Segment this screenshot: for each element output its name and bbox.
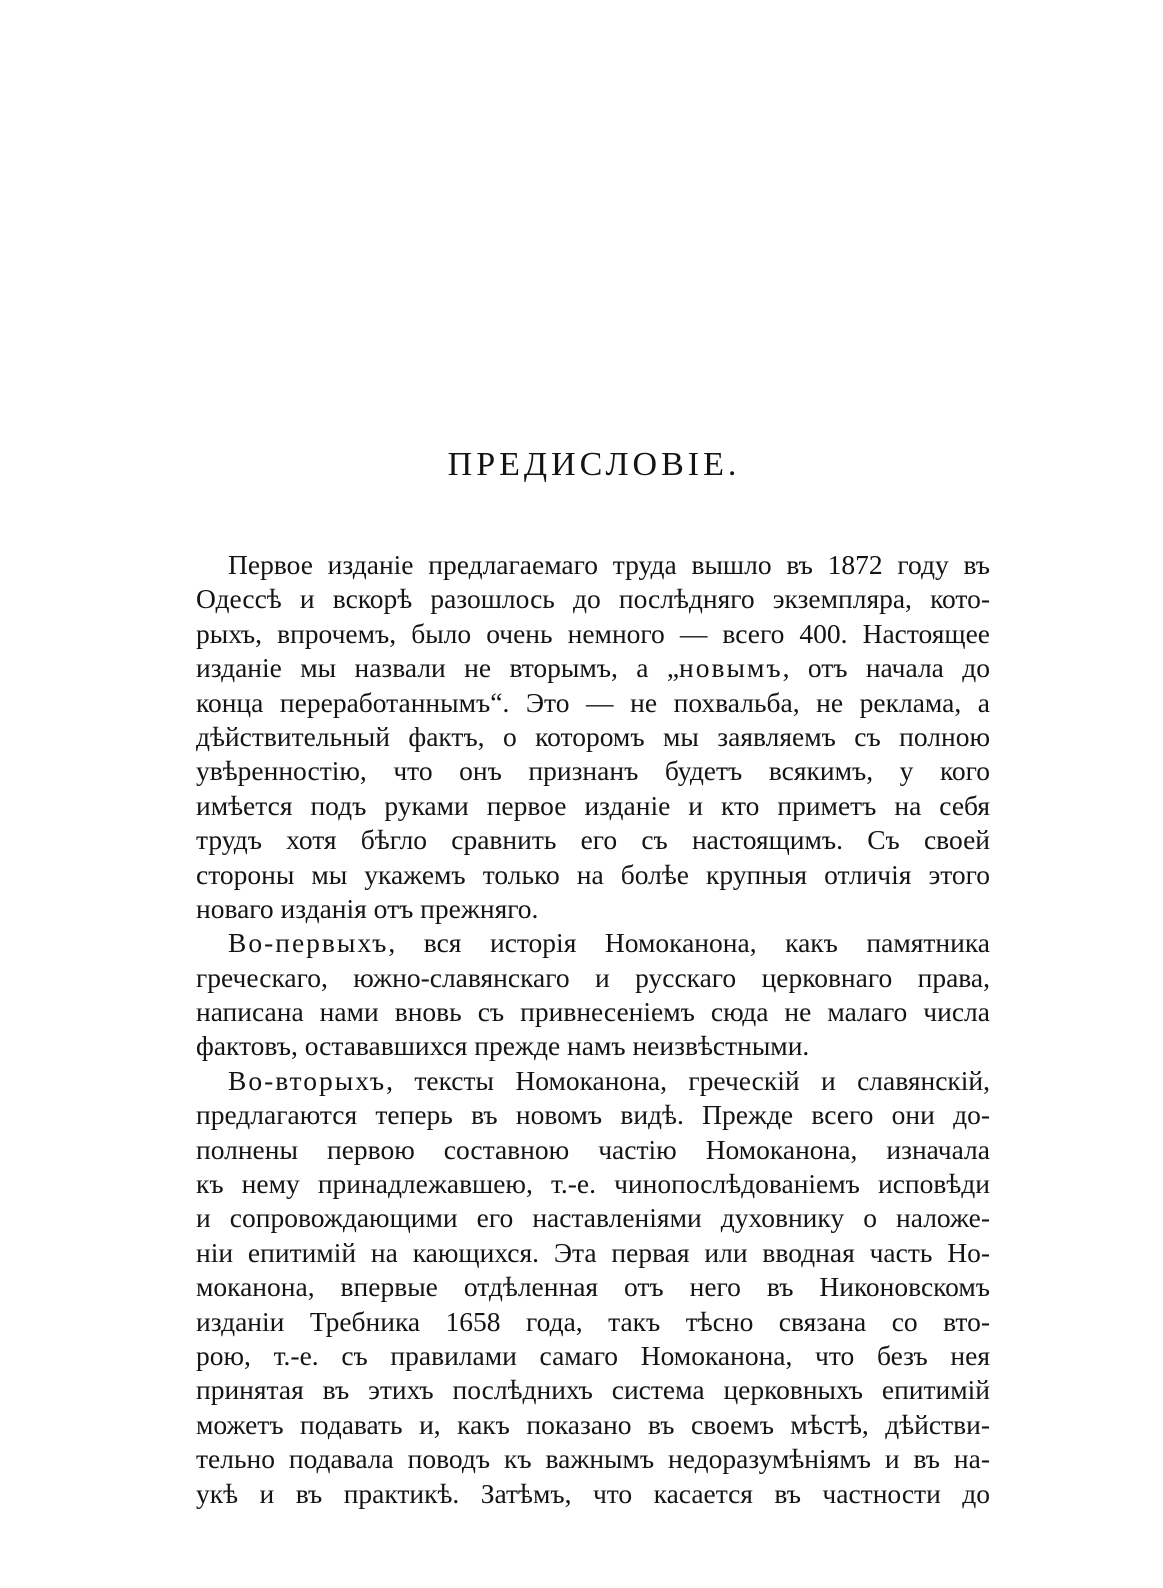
text-line: къ нему принадлежавшею, т.-е. чинопослѣдованіемъ исповѣди	[196, 1168, 990, 1200]
text-line: полнены первою составною частію Номоканона, изначала	[196, 1133, 990, 1165]
text-line-start: изданіе мы назвали не вторымъ, а „	[196, 652, 680, 684]
text-line: греческаго, южно-славянскаго и русскаго церковнаго права,	[196, 961, 990, 993]
emphasized-word: новымъ	[679, 652, 783, 684]
emphasized-word: Во-первыхъ	[228, 927, 389, 959]
text-line: имѣется подъ руками первое изданіе и кто приметъ на себя	[196, 789, 990, 821]
text-line: дѣйствительный фактъ, о которомъ мы заявляемъ съ полною	[196, 720, 990, 752]
paragraph-1	[196, 548, 990, 926]
text-line	[196, 1064, 990, 1098]
text-line: рою, т.-е. съ правилами самаго Номоканона, что безъ нея	[196, 1339, 990, 1371]
text-line: можетъ подавать и, какъ показано въ своемъ мѣстѣ, дѣйстви-	[196, 1408, 990, 1440]
text-line: и сопровождающими его наставленіями духовнику о наложе-	[196, 1202, 990, 1234]
text-line: принятая въ этихъ послѣднихъ система церковныхъ епитимій	[196, 1374, 990, 1406]
page-title: ПРЕДИСЛОВІЕ.	[447, 446, 741, 483]
text-line: предлагаются теперь въ новомъ видѣ. Прежде всего они до-	[196, 1099, 990, 1131]
text-line	[196, 926, 990, 960]
text-line: фактовъ, остававшихся прежде намъ неизвѣстными.	[196, 1030, 810, 1062]
text-line: написана нами вновь съ привнесеніемъ сюда не малаго числа	[196, 996, 990, 1028]
text-line: тельно подавала поводъ къ важнымъ недоразумѣніямъ и въ на-	[196, 1443, 990, 1475]
text-line: моканона, впервые отдѣленная отъ него въ Никоновскомъ	[196, 1271, 990, 1303]
paragraph-3	[196, 1064, 990, 1511]
preface-text	[196, 548, 990, 1511]
text-line	[196, 651, 990, 685]
text-line: изданіи Требника 1658 года, такъ тѣсно связана со вто-	[196, 1305, 990, 1337]
text-line: рыхъ, впрочемъ, было очень немного — всего 400. Настоящее	[196, 617, 990, 649]
text-line: стороны мы укажемъ только на болѣе крупныя отличія этого	[196, 858, 990, 890]
emphasized-word: Во-вторыхъ	[228, 1064, 387, 1096]
text-line: новаго изданія отъ прежняго.	[196, 892, 539, 924]
paragraph-2	[196, 926, 990, 1064]
text-line: конца переработаннымъ“. Это — не похвальба, не реклама, а	[196, 686, 990, 718]
text-line: ніи епитимій на кающихся. Эта первая или вводная часть Но-	[196, 1236, 990, 1268]
text-line: Первое изданіе предлагаемаго труда вышло въ 1872 году въ	[228, 549, 990, 580]
text-line-end: , тексты Номоканона, греческій и славянскій,	[386, 1064, 990, 1096]
text-line: укѣ и въ практикѣ. Затѣмъ, что касается въ частности до	[196, 1477, 990, 1509]
text-line: Одессѣ и вскорѣ разошлось до послѣдняго экземпляра, кото-	[196, 583, 990, 615]
text-line: увѣренностію, что онъ признанъ будетъ всякимъ, у кого	[196, 755, 990, 787]
text-line-end: , вся исторія Номоканона, какъ памятника	[388, 927, 990, 959]
text-line-end: , отъ начала до	[782, 652, 990, 684]
text-line: трудъ хотя бѣгло сравнить его съ настоящимъ. Съ своей	[196, 824, 990, 856]
